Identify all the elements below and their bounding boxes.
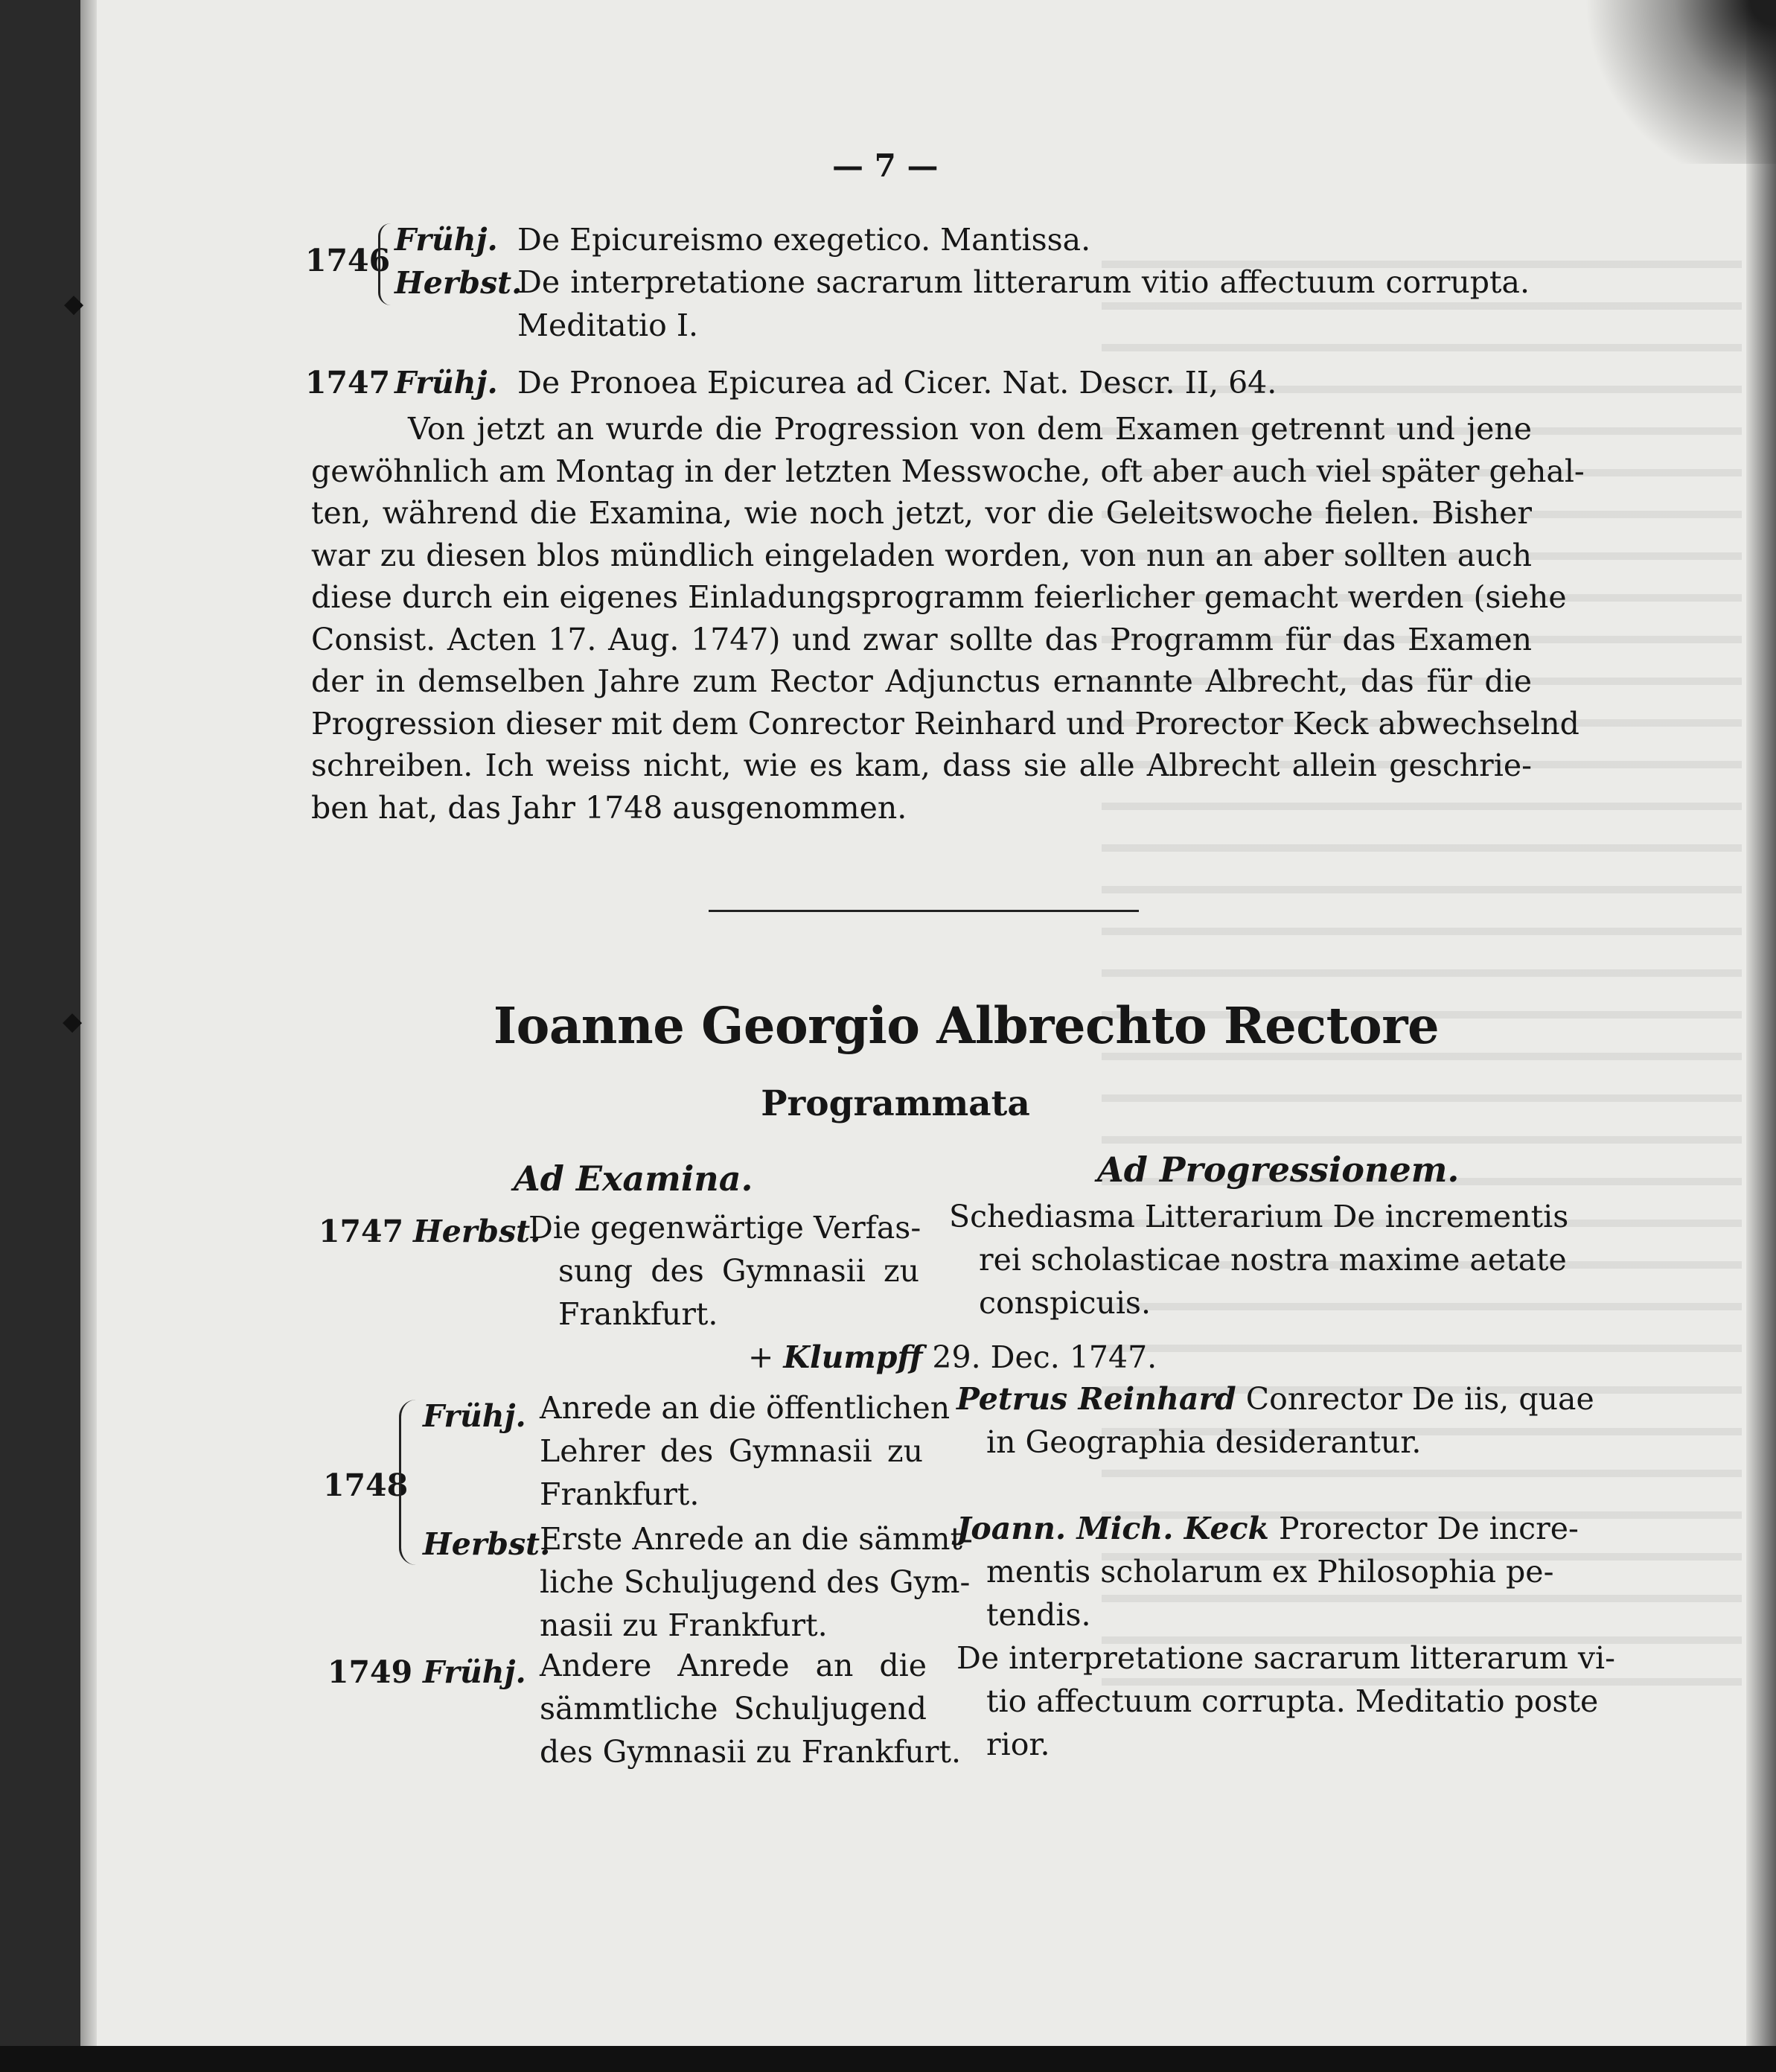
body-paragraph: [311, 408, 1585, 829]
section-subtitle: Programmata: [761, 1083, 1030, 1124]
entry-title: De Epicureismo exegetico. Mantissa.: [517, 222, 1091, 258]
brace: [378, 223, 391, 305]
entry-title: [517, 261, 1530, 347]
text-line: Frankfurt.: [558, 1296, 718, 1332]
brace: [399, 1400, 416, 1565]
text-line: der in demselben Jahre zum Rector Adjunctus ernannte Albrecht, das für die: [311, 663, 1532, 699]
examen-program: [540, 1517, 973, 1647]
text-line: rior.: [986, 1727, 1050, 1762]
year-1747: 1747: [319, 1214, 404, 1249]
author-name: Petrus Reinhard: [956, 1381, 1236, 1417]
year-1746: 1746: [305, 243, 391, 278]
term-label: Frühj.: [423, 1654, 526, 1690]
text-line: tendis.: [986, 1597, 1091, 1633]
scan-corner-shadow: [1582, 0, 1776, 164]
term-label: Herbst.: [413, 1214, 541, 1249]
text-line: war zu diesen blos mündlich eingeladen worden, von nun an aber sollten auch: [311, 537, 1532, 573]
text-line: [956, 1377, 1594, 1421]
term-label: Herbst.: [423, 1526, 551, 1562]
progression-program: [956, 1507, 1579, 1636]
text-line: Die gegenwärtige Verfas-: [528, 1210, 921, 1246]
section-title: Ioanne Georgio Albrechto Rectore: [493, 996, 1440, 1055]
text-line: in Geographia desiderantur.: [986, 1424, 1422, 1460]
text-line: Frankfurt.: [540, 1476, 700, 1512]
binding-hole-mark: ◆: [64, 289, 84, 319]
title-start: Conrector De iis, quae: [1245, 1381, 1594, 1417]
text-line: liche Schuljugend des Gym-: [540, 1564, 971, 1600]
text-line: Andere Anrede an die: [540, 1648, 927, 1683]
text-line: ten, während die Examina, wie noch jetzt, vor die Geleitswoche fielen. Bisher: [311, 495, 1532, 531]
term-label: Herbst.: [395, 265, 523, 301]
text-line: mentis scholarum ex Philosophia pe-: [986, 1554, 1554, 1590]
text-line: rei scholasticae nostra maxime aetate: [979, 1242, 1567, 1278]
examen-program: [540, 1386, 951, 1516]
text-line: Anrede an die öffentlichen: [540, 1390, 951, 1426]
text-line: [956, 1507, 1579, 1550]
year-1747: 1747: [305, 365, 391, 401]
text-line: Lehrer des Gymnasii zu: [540, 1433, 923, 1469]
text-line: Meditatio I.: [517, 307, 699, 343]
death-date: 29. Dec. 1747.: [932, 1339, 1157, 1375]
page-number: — 7 —: [832, 147, 939, 184]
progression-program: [956, 1636, 1615, 1766]
scan-border-bottom: [0, 2046, 1776, 2072]
text-line: Erste Anrede an die sämmt-: [540, 1521, 973, 1557]
binding-hole-mark: ◆: [63, 1007, 83, 1036]
term-label: Frühj.: [395, 365, 498, 401]
dagger-sign: +: [748, 1339, 784, 1375]
text-line: conspicuis.: [979, 1285, 1151, 1321]
section-divider: [709, 910, 1139, 912]
text-line: Von jetzt an wurde die Progression von dem Examen getrennt und jene: [408, 411, 1532, 447]
progression-program: [956, 1377, 1594, 1464]
year-1748: 1748: [323, 1467, 409, 1503]
text-line: ben hat, das Jahr 1748 ausgenommen.: [311, 789, 907, 826]
examen-program: [528, 1206, 919, 1336]
text-line: De interpretatione sacrarum litterarum vi-: [956, 1640, 1615, 1676]
text-line: nasii zu Frankfurt.: [540, 1607, 828, 1643]
deceased-name: Klumpff: [783, 1339, 923, 1375]
column-header-examina: Ad Examina.: [514, 1158, 753, 1199]
column-header-progressionem: Ad Progressionem.: [1097, 1150, 1460, 1190]
text-line: sung des Gymnasii zu: [558, 1253, 919, 1289]
text-line: De interpretatione sacrarum litterarum vitio affectuum corrupta.: [517, 264, 1530, 300]
progression-program: [949, 1195, 1569, 1325]
term-label: Frühj.: [423, 1398, 526, 1434]
text-line: diese durch ein eigenes Einladungsprogramm feierlicher gemacht werden (siehe: [311, 579, 1567, 615]
year-1749: 1749: [328, 1654, 413, 1690]
text-line: Schediasma Litterarium De incrementis: [949, 1199, 1569, 1234]
text-line: Progression dieser mit dem Conrector Reinhard und Prorector Keck abwechselnd: [311, 705, 1579, 742]
text-line: tio affectuum corrupta. Meditatio poste: [986, 1683, 1599, 1719]
text-line: sämmtliche Schuljugend: [540, 1691, 927, 1727]
text-line: Consist. Acten 17. Aug. 1747) und zwar sollte das Programm für das Examen: [311, 621, 1532, 657]
title-start: Prorector De incre-: [1279, 1511, 1579, 1546]
text-line: schreiben. Ich weiss nicht, wie es kam, dass sie alle Albrecht allein geschrie-: [311, 747, 1532, 783]
death-note: [748, 1339, 1157, 1375]
examen-program: [540, 1644, 961, 1773]
author-name: Joann. Mich. Keck: [956, 1511, 1269, 1546]
text-line: gewöhnlich am Montag in der letzten Messwoche, oft aber auch viel später gehal-: [311, 453, 1585, 489]
term-label: Frühj.: [395, 222, 498, 258]
entry-title: De Pronoea Epicurea ad Cicer. Nat. Descr. II, 64.: [517, 365, 1277, 401]
text-line: des Gymnasii zu Frankfurt.: [540, 1734, 961, 1770]
